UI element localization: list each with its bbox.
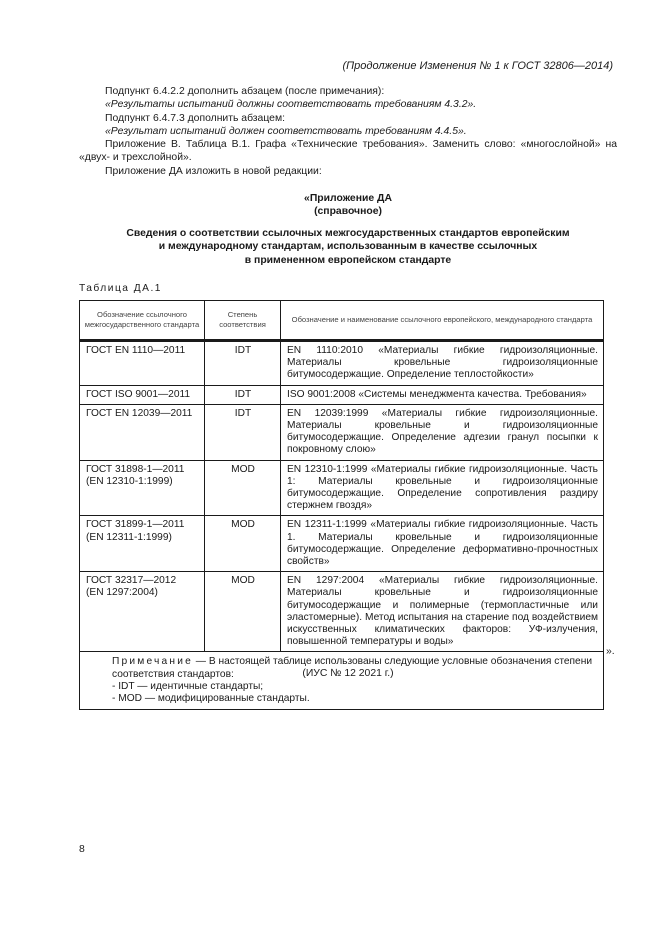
- table-row: [80, 572, 604, 652]
- degree-cell: MOD: [205, 516, 281, 572]
- appendix-heading-line: Сведения о соответствии ссылочных межгосударственных стандартов европейским: [126, 228, 570, 239]
- standard-equivalent: (EN 12310-1:1999): [86, 475, 173, 487]
- table-row: [80, 385, 604, 404]
- standard-code: ГОСТ 32317—2012: [86, 575, 177, 587]
- table-note: [80, 652, 604, 710]
- table-row: [80, 516, 604, 572]
- note-body: — В настоящей таблице использованы следующие условные обозначения степени соответствия стандартов:: [112, 656, 593, 680]
- standard-equivalent: (EN 1297:2004): [86, 587, 158, 599]
- note-item: - MOD — модифицированные стандарты.: [112, 693, 310, 705]
- degree-cell: MOD: [205, 460, 281, 516]
- reference-cell: EN 1297:2004 «Материалы гибкие гидроизоляционные. Материалы кровельные и гидроизоляционные битумосодержащие и полимерные (термопластичные или эластомерные). Метод испытания на старение под воздействием искусственных климатических факторов: УФ-излучения, повышенной температуры и воды»: [281, 572, 604, 652]
- page-number: 8: [79, 844, 85, 855]
- column-header: Обозначение ссылочного межгосударственного стандарта: [80, 301, 205, 341]
- reference-cell: EN 1110:2010 «Материалы гибкие гидроизоляционные. Материалы кровельные гидроизоляционные битумосодержащие. Определение теплостойкости»: [281, 342, 604, 386]
- reference-cell: EN 12311-1:1999 «Материалы гибкие гидроизоляционные. Часть 1. Материалы кровельные и гидроизоляционные битумосодержащие. Определение деформативно-прочностных свойств»: [281, 516, 604, 572]
- table-row: [80, 342, 604, 386]
- note-label: Примечание: [112, 656, 193, 668]
- note-item: - IDT — идентичные стандарты;: [112, 680, 264, 692]
- degree-cell: MOD: [205, 572, 281, 652]
- standard-cell: [80, 385, 205, 404]
- standard-cell: [80, 516, 205, 572]
- table-note-row: [80, 652, 604, 710]
- column-header: Обозначение и наименование ссылочного европейского, международного стандарта: [281, 301, 604, 341]
- standard-code: ГОСТ 31899-1—2011: [86, 519, 185, 531]
- column-header: Степень соответствия: [205, 301, 281, 341]
- standard-cell: [80, 572, 205, 652]
- paragraph: Приложение ДА изложить в новой редакции:: [105, 166, 322, 177]
- appendix-heading-line: и международному стандартам, использованным в качестве ссылочных: [158, 241, 538, 252]
- reference-cell: EN 12039:1999 «Материалы гибкие гидроизоляционные. Материалы кровельные и гидроизоляционные битумосодержащие. Определение адгезии гранул посыпки к покровному слою»: [281, 404, 604, 460]
- table-header-row: [80, 301, 604, 341]
- degree-cell: IDT: [205, 385, 281, 404]
- appendix-heading-line: в примененном европейском стандарте: [244, 255, 452, 266]
- page-header: (Продолжение Изменения № 1 к ГОСТ 32806—2014): [342, 60, 613, 72]
- closing-quote: ».: [606, 646, 615, 657]
- standard-cell: [80, 460, 205, 516]
- degree-cell: IDT: [205, 342, 281, 386]
- table-row: [80, 404, 604, 460]
- paragraph: Приложение В. Таблица В.1. Графа «Технические требования». Заменить слово: «многослойной» на «двух- и трехслойной».: [79, 139, 617, 163]
- standard-cell: [80, 342, 205, 386]
- paragraph: Подпункт 6.4.7.3 дополнить абзацем:: [105, 113, 285, 124]
- standard-equivalent: (EN 12311-1:1999): [86, 531, 172, 543]
- table-row: [80, 460, 604, 516]
- table-label: Таблица ДА.1: [79, 283, 162, 294]
- standard-code: ГОСТ EN 1110—2011: [86, 345, 186, 356]
- standard-code: ГОСТ ISO 9001—2011: [86, 388, 191, 400]
- appendix-title: «Приложение ДА: [304, 193, 392, 204]
- ius-reference: (ИУС № 12 2021 г.): [302, 668, 394, 679]
- paragraph: «Результат испытаний должен соответствовать требованиям 4.4.5».: [105, 126, 467, 137]
- standard-cell: [80, 404, 205, 460]
- appendix-subtitle: (справочное): [314, 206, 382, 217]
- paragraph: Подпункт 6.4.2.2 дополнить абзацем (после примечания):: [105, 86, 385, 97]
- paragraph: «Результаты испытаний должны соответствовать требованиям 4.3.2».: [105, 99, 477, 110]
- standard-code: ГОСТ 31898-1—2011: [86, 463, 185, 475]
- degree-cell: IDT: [205, 404, 281, 460]
- reference-cell: EN 12310-1:1999 «Материалы гибкие гидроизоляционные. Часть 1: Материалы кровельные и гидроизоляционные битумосодержащие. Определение сопротивления раздиру стержнем гвоздя»: [281, 460, 604, 516]
- standard-code: ГОСТ EN 12039—2011: [86, 407, 193, 419]
- reference-table: [79, 300, 604, 710]
- reference-cell: ISO 9001:2008 «Системы менеджмента качества. Требования»: [281, 385, 604, 404]
